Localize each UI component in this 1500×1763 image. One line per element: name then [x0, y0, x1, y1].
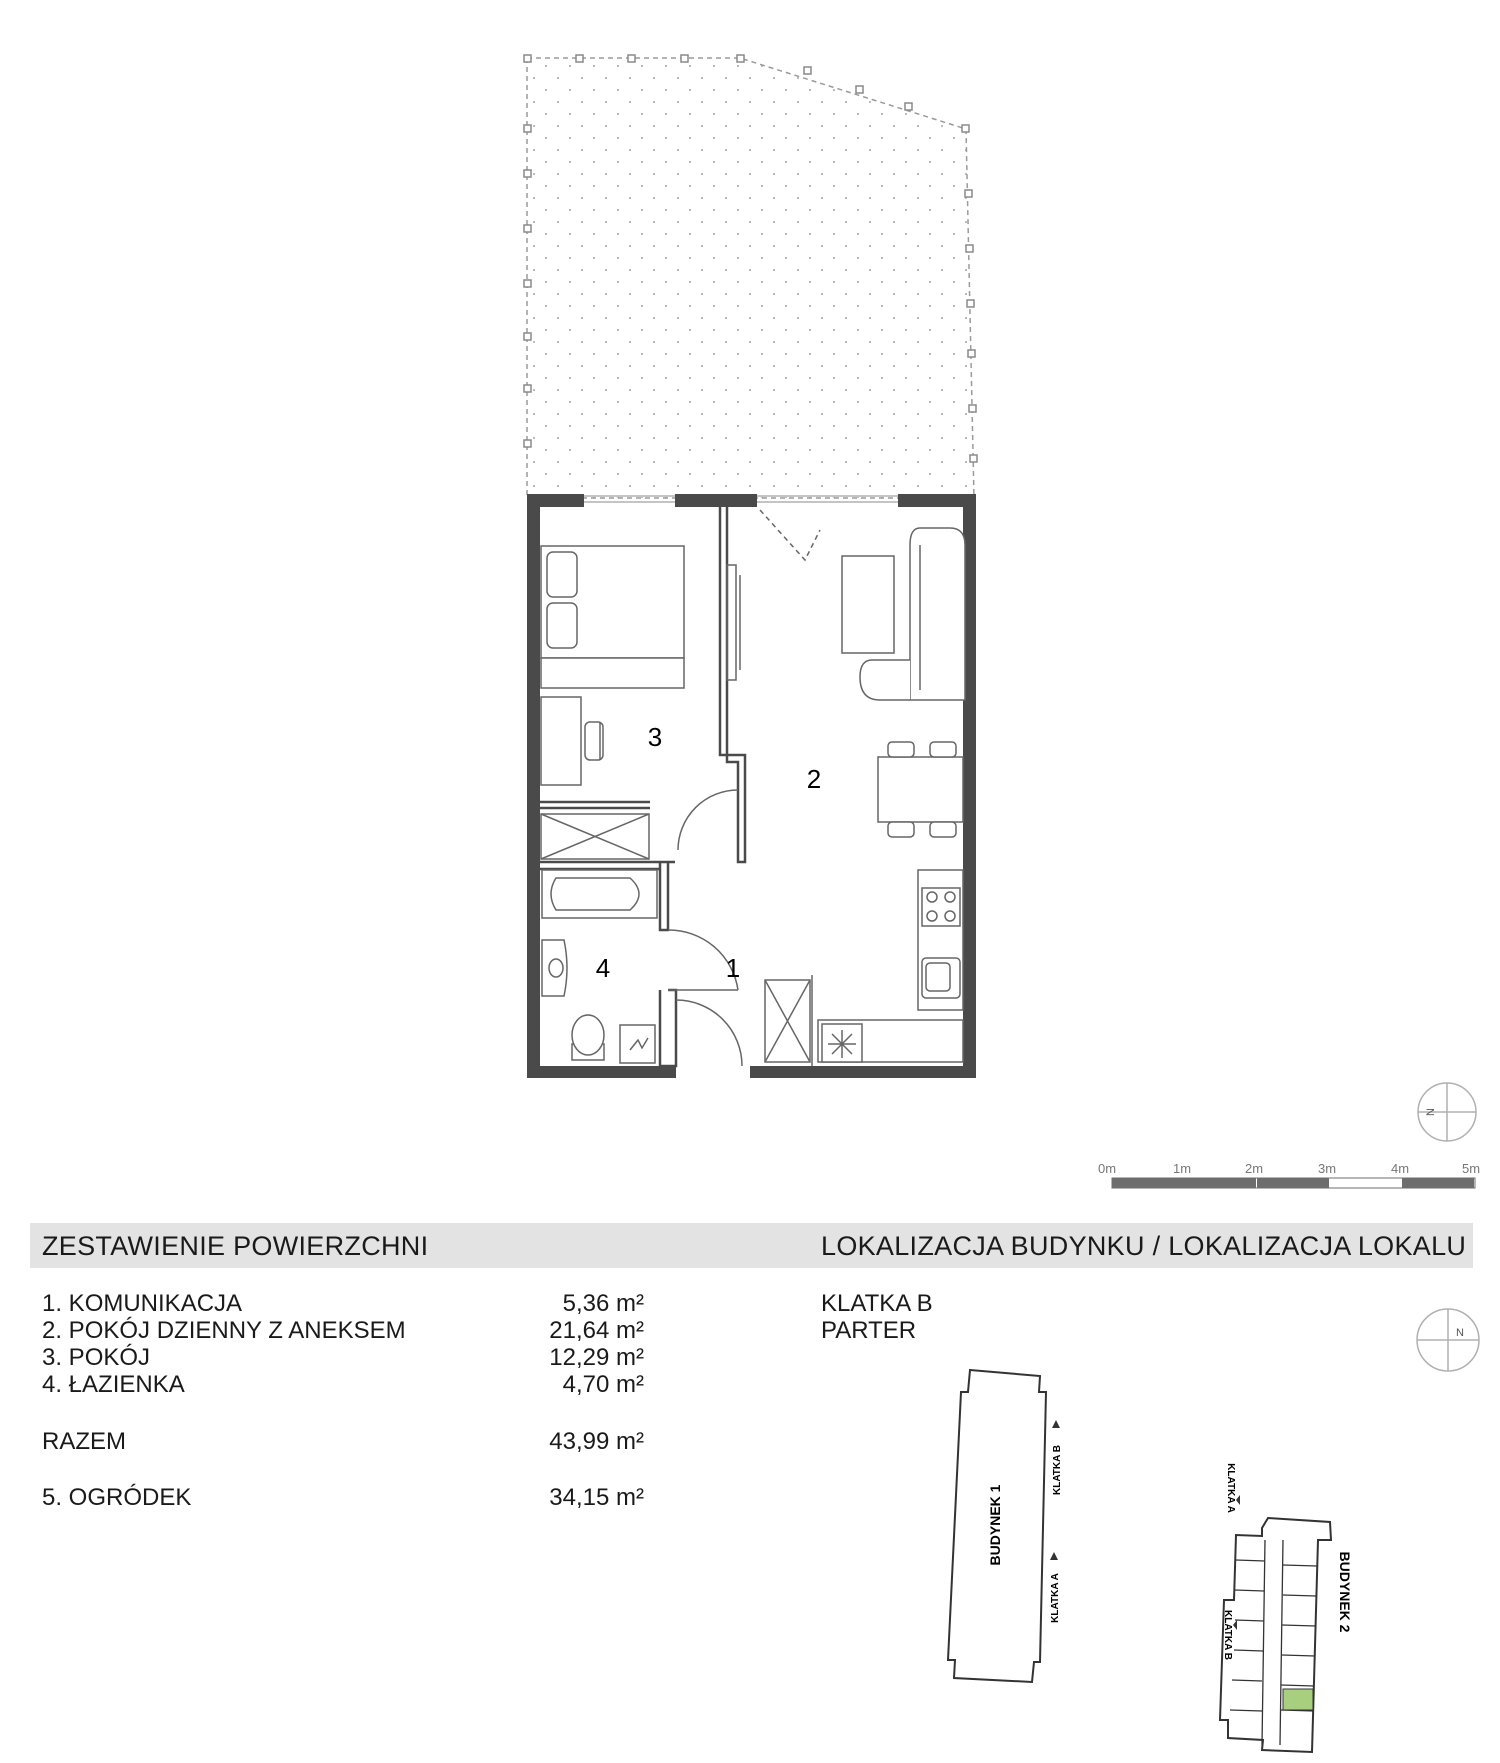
garden-area: [524, 55, 977, 498]
area-total-label: RAZEM: [42, 1428, 126, 1455]
scale-label-3: 3m: [1317, 1161, 1337, 1176]
scale-bar: [1112, 1178, 1475, 1188]
area-item-value: 4,70 m²: [562, 1371, 644, 1398]
building-2-outline: [1220, 1518, 1331, 1752]
sofa: [842, 528, 965, 700]
area-item-label: 1. KOMUNIKACJA: [42, 1290, 243, 1317]
building-2-stair-a: KLATKA A: [1225, 1463, 1236, 1513]
kitchen: [818, 870, 963, 1062]
hall-closet: [765, 975, 812, 1066]
location-heading: LOKALIZACJA BUDYNKU / LOKALIZACJA LOKALU: [821, 1231, 1467, 1261]
floor-label: PARTER: [821, 1317, 917, 1344]
area-item-value: 5,36 m²: [562, 1290, 644, 1317]
building-2-stair-b: KLATKA B: [1222, 1610, 1233, 1660]
room-number-1: 1: [725, 953, 741, 983]
compass-location-letter: N: [1456, 1327, 1464, 1339]
compass-plan-letter: N: [1425, 1108, 1437, 1116]
garden-label: 5. OGRÓDEK: [42, 1484, 192, 1511]
room-number-2: 2: [806, 764, 822, 794]
bed: [541, 546, 684, 688]
area-item-value: 12,29 m²: [549, 1344, 644, 1371]
wardrobe: [541, 814, 649, 859]
area-item-value: 21,64 m²: [549, 1317, 644, 1344]
scale-label-1: 1m: [1172, 1161, 1192, 1176]
garden-value: 34,15 m²: [549, 1484, 644, 1511]
building-2-label: BUDYNEK 2: [1337, 1551, 1353, 1633]
tv-unit: [727, 565, 740, 680]
building-1-stair-a: KLATKA A: [1050, 1573, 1061, 1623]
desk: [541, 697, 603, 785]
area-total-value: 43,99 m²: [549, 1428, 644, 1455]
building-1-stair-b: KLATKA B: [1052, 1445, 1063, 1495]
area-item-label: 3. POKÓJ: [42, 1344, 151, 1371]
scale-label-4: 4m: [1390, 1161, 1410, 1176]
summary-heading: ZESTAWIENIE POWIERZCHNI: [42, 1231, 429, 1261]
scale-label-2: 2m: [1244, 1161, 1264, 1176]
selected-apartment-highlight: [1283, 1689, 1313, 1710]
area-item-label: 4. ŁAZIENKA: [42, 1371, 185, 1398]
entrance-markers: [1050, 1420, 1240, 1630]
stair-label: KLATKA B: [821, 1290, 933, 1317]
room-number-4: 4: [595, 953, 611, 983]
area-item-label: 2. POKÓJ DZIENNY Z ANEKSEM: [42, 1317, 406, 1344]
scale-label-5: 5m: [1461, 1161, 1481, 1176]
compass-location: [1417, 1309, 1479, 1371]
dining-table: [878, 742, 963, 837]
scale-label-0: 0m: [1097, 1161, 1117, 1176]
building-1-label: BUDYNEK 1: [987, 1484, 1003, 1566]
room-number-3: 3: [647, 722, 663, 752]
